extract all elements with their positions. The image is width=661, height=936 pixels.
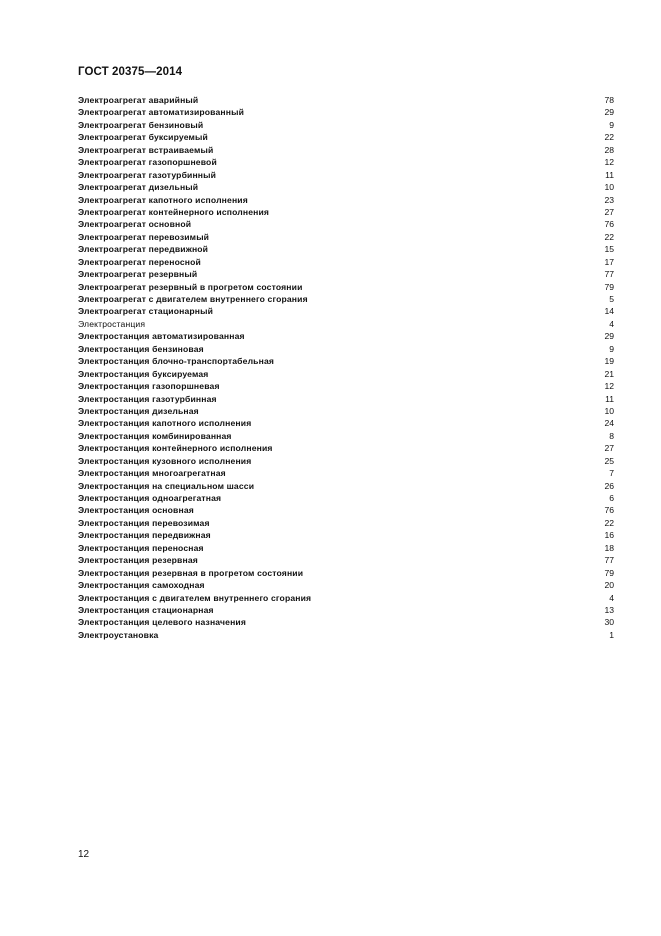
index-page-number: 5 bbox=[609, 294, 614, 304]
index-term: Электроагрегат аварийный bbox=[78, 95, 199, 105]
index-row bbox=[78, 256, 614, 268]
index-term: Электростанция комбинированная bbox=[78, 430, 232, 441]
index-term: Электроагрегат капотного исполнения bbox=[78, 194, 248, 205]
index-row bbox=[78, 131, 614, 143]
index-page-number: 19 bbox=[604, 356, 614, 367]
index-row bbox=[78, 330, 614, 342]
index-term: Электростанция переносная bbox=[78, 542, 204, 553]
index-page-number: 7 bbox=[609, 468, 614, 479]
index-row bbox=[78, 281, 614, 293]
index-term: Электростанция бензиновая bbox=[78, 343, 204, 354]
index-row bbox=[78, 467, 614, 479]
index-page-number: 77 bbox=[604, 555, 614, 566]
index-page-number: 76 bbox=[604, 505, 614, 516]
index-row bbox=[78, 604, 614, 616]
index-page-number: 27 bbox=[604, 443, 614, 454]
index-page-number: 79 bbox=[604, 281, 614, 292]
index-term: Электростанция резервная в прогретом состоянии bbox=[78, 567, 304, 578]
index-page-number: 18 bbox=[604, 542, 614, 553]
index-page-number: 4 bbox=[609, 318, 614, 329]
index-page-number: 8 bbox=[609, 430, 614, 441]
index-term: Электростанция bbox=[78, 318, 146, 329]
index-term: Электроагрегат дизельный bbox=[78, 182, 199, 193]
index-term: Электростанция капотного исполнения bbox=[78, 418, 252, 429]
index-term: Электростанция газотурбинная bbox=[78, 393, 217, 404]
index-term: Электростанция многоагрегатная bbox=[78, 468, 226, 479]
document-header: ГОСТ 20375—2014 bbox=[78, 66, 183, 78]
index-term: Электростанция стационарная bbox=[78, 604, 214, 615]
page-number: 12 bbox=[78, 849, 90, 860]
index-page-number: 9 bbox=[609, 343, 614, 354]
index-page-number: 4 bbox=[609, 592, 614, 603]
index-page-number: 10 bbox=[604, 405, 614, 416]
index-row bbox=[78, 492, 614, 504]
index-row bbox=[78, 455, 614, 467]
index-row bbox=[78, 181, 614, 193]
index-term: Электростанция блочно-транспортабельная bbox=[78, 356, 275, 367]
index-page-number: 13 bbox=[604, 604, 614, 615]
index-term: Электростанция контейнерного исполнения bbox=[78, 443, 273, 454]
index-term: Электростанция с двигателем внутреннего сгорания bbox=[78, 592, 312, 603]
index-term: Электростанция дизельная bbox=[78, 405, 199, 416]
index-term: Электроагрегат бензиновый bbox=[78, 119, 204, 130]
index-page-number: 29 bbox=[604, 107, 614, 118]
index-row bbox=[78, 355, 614, 367]
index-row bbox=[78, 430, 614, 442]
index-page-number: 79 bbox=[604, 567, 614, 578]
index-row bbox=[78, 554, 614, 566]
index-page-number: 16 bbox=[604, 530, 614, 541]
index-row bbox=[78, 268, 614, 280]
index-term: Электроагрегат резервный bbox=[78, 269, 198, 280]
index-page-number: 6 bbox=[609, 493, 614, 503]
index-page-number: 10 bbox=[604, 182, 614, 193]
index-term: Электростанция автоматизированная bbox=[78, 331, 245, 342]
index-page-number: 20 bbox=[604, 580, 614, 591]
index-term: Электроустановка bbox=[78, 629, 159, 640]
index-row bbox=[78, 106, 614, 118]
index-term: Электростанция основная bbox=[78, 505, 194, 516]
index-page-number: 17 bbox=[604, 256, 614, 267]
index-page-number: 29 bbox=[604, 331, 614, 342]
index-term: Электростанция кузовного исполнения bbox=[78, 455, 252, 466]
index-page-number: 76 bbox=[604, 219, 614, 230]
alphabetical-index bbox=[78, 94, 614, 641]
index-page-number: 15 bbox=[604, 244, 614, 255]
index-term: Электроагрегат стационарный bbox=[78, 306, 214, 317]
index-row bbox=[78, 343, 614, 355]
index-row bbox=[78, 393, 614, 405]
index-row bbox=[78, 517, 614, 529]
index-term: Электроагрегат резервный в прогретом состоянии bbox=[78, 281, 303, 292]
index-row bbox=[78, 119, 614, 131]
index-row bbox=[78, 579, 614, 591]
index-term: Электроагрегат автоматизированный bbox=[78, 107, 245, 118]
index-row bbox=[78, 305, 614, 317]
index-term: Электростанция буксируемая bbox=[78, 368, 209, 379]
index-row bbox=[78, 231, 614, 243]
index-term: Электроагрегат газопоршневой bbox=[78, 157, 217, 168]
index-row bbox=[78, 368, 614, 380]
index-row bbox=[78, 293, 614, 305]
index-term: Электростанция самоходная bbox=[78, 580, 205, 591]
index-row bbox=[78, 218, 614, 230]
index-term: Электроагрегат переносной bbox=[78, 256, 201, 267]
index-row bbox=[78, 629, 614, 641]
index-row bbox=[78, 206, 614, 218]
index-page-number: 24 bbox=[604, 418, 614, 429]
index-page-number: 30 bbox=[604, 617, 614, 628]
index-term: Электростанция одноагрегатная bbox=[78, 493, 222, 503]
index-term: Электростанция целевого назначения bbox=[78, 617, 247, 628]
index-page-number: 21 bbox=[604, 368, 614, 379]
index-row bbox=[78, 504, 614, 516]
index-row bbox=[78, 592, 614, 604]
index-term: Электроагрегат перевозимый bbox=[78, 231, 210, 242]
index-row bbox=[78, 529, 614, 541]
index-term: Электроагрегат основной bbox=[78, 219, 192, 230]
index-page-number: 11 bbox=[605, 169, 614, 180]
index-page-number: 14 bbox=[604, 306, 614, 317]
index-page-number: 25 bbox=[604, 455, 614, 466]
index-term: Электроагрегат газотурбинный bbox=[78, 169, 217, 180]
index-page-number: 22 bbox=[604, 231, 614, 242]
index-row bbox=[78, 318, 614, 330]
index-page-number: 12 bbox=[604, 381, 614, 392]
index-term: Электроагрегат контейнерного исполнения bbox=[78, 206, 270, 217]
index-row bbox=[78, 94, 614, 106]
index-page-number: 22 bbox=[604, 517, 614, 528]
index-page-number: 28 bbox=[604, 144, 614, 155]
index-page-number: 23 bbox=[604, 194, 614, 205]
index-row bbox=[78, 616, 614, 628]
index-row bbox=[78, 194, 614, 206]
index-page-number: 26 bbox=[604, 480, 614, 491]
index-term: Электростанция на специальном шасси bbox=[78, 480, 255, 491]
index-row bbox=[78, 405, 614, 417]
index-page-number: 22 bbox=[604, 132, 614, 143]
index-term: Электроагрегат с двигателем внутреннего сгорания bbox=[78, 294, 308, 304]
index-page-number: 77 bbox=[604, 269, 614, 280]
index-page-number: 78 bbox=[604, 95, 614, 105]
index-row bbox=[78, 144, 614, 156]
index-term: Электростанция передвижная bbox=[78, 530, 211, 541]
index-row bbox=[78, 169, 614, 181]
index-row bbox=[78, 417, 614, 429]
index-page-number: 1 bbox=[609, 629, 614, 640]
index-term: Электроагрегат встраиваемый bbox=[78, 144, 214, 155]
index-term: Электростанция газопоршневая bbox=[78, 381, 220, 392]
index-row bbox=[78, 567, 614, 579]
index-row bbox=[78, 156, 614, 168]
index-row bbox=[78, 442, 614, 454]
index-page-number: 12 bbox=[604, 157, 614, 168]
index-page-number: 27 bbox=[604, 206, 614, 217]
index-row bbox=[78, 380, 614, 392]
index-term: Электростанция резервная bbox=[78, 555, 198, 566]
index-term: Электростанция перевозимая bbox=[78, 517, 210, 528]
index-term: Электроагрегат передвижной bbox=[78, 244, 209, 255]
index-term: Электроагрегат буксируемый bbox=[78, 132, 208, 143]
index-row bbox=[78, 243, 614, 255]
index-page-number: 11 bbox=[605, 393, 614, 404]
index-row bbox=[78, 480, 614, 492]
index-row bbox=[78, 542, 614, 554]
index-page-number: 9 bbox=[609, 119, 614, 130]
